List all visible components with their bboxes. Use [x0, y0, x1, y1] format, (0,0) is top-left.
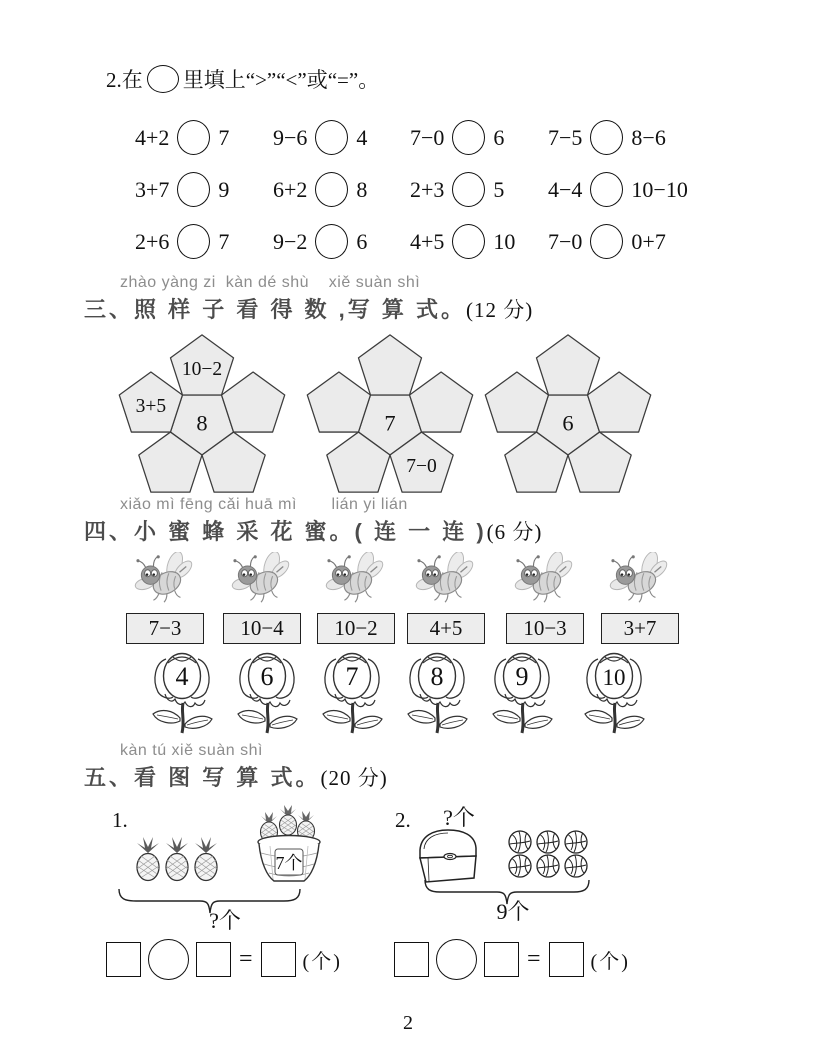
section-3-pinyin: zhào yàng zi kàn dé shù xiě suàn shì — [120, 274, 421, 291]
comparison-item — [135, 172, 229, 207]
answer-circle[interactable] — [452, 120, 485, 155]
right-expression: 10−10 — [631, 176, 688, 202]
rose-number: 8 — [430, 662, 444, 691]
rose-number: 10 — [602, 665, 626, 690]
pentagon-flower-net[interactable] — [112, 330, 292, 498]
question-2-suffix: 里填上“>”“<”或“=”。 — [182, 68, 380, 92]
equals-sign: = — [239, 945, 253, 972]
right-expression: 0+7 — [631, 228, 666, 254]
left-expression: 7−5 — [548, 124, 583, 150]
answer-box-result[interactable] — [261, 942, 296, 977]
page-number: 2 — [403, 1012, 413, 1034]
flower-cell-value: 10−2 — [181, 358, 223, 380]
bee-item[interactable] — [217, 552, 307, 644]
answer-box-operand2[interactable] — [196, 942, 231, 977]
treasure-chest-icon — [415, 826, 481, 884]
pineapple-icon — [191, 836, 221, 884]
rose-item[interactable] — [230, 646, 304, 743]
question-2-prefix: 2.在 — [106, 68, 143, 92]
left-expression: 4+5 — [410, 228, 445, 254]
left-expression: 3+7 — [135, 176, 170, 202]
item-1-number: 1. — [112, 808, 128, 832]
figure-1-pineapples — [110, 804, 350, 944]
rose-number: 9 — [515, 662, 529, 691]
basketball-icon — [508, 854, 532, 878]
basketball-icon — [508, 830, 532, 854]
left-expression: 6+2 — [273, 176, 308, 202]
equals-sign: = — [527, 945, 541, 972]
answer-circle[interactable] — [590, 224, 623, 259]
comparison-item — [135, 120, 229, 155]
rose-item[interactable] — [315, 646, 389, 743]
answer-box-result[interactable] — [549, 942, 584, 977]
rose-flower[interactable] — [230, 646, 304, 738]
item-1-total-label: ?个 — [209, 908, 241, 933]
pineapple-icon — [133, 836, 163, 884]
flower-cell-value: 8 — [196, 410, 208, 436]
section-4-pinyin: xiǎo mì fēng cǎi huā mì lián yi lián — [120, 496, 408, 513]
left-expression: 7−0 — [548, 228, 583, 254]
comparison-item — [410, 120, 504, 155]
right-expression: 8−6 — [631, 124, 666, 150]
answer-equation-1 — [106, 936, 342, 982]
pentagon-flower-net[interactable] — [478, 330, 658, 498]
rose-flower[interactable] — [485, 646, 559, 738]
bee-icon — [606, 552, 674, 608]
comparison-item — [273, 120, 367, 155]
right-expression: 6 — [356, 228, 368, 254]
section-3-title: 三、照 样 子 看 得 数 ,写 算 式。 — [84, 297, 467, 322]
section-3-header — [84, 274, 533, 324]
rose-item[interactable] — [400, 646, 474, 743]
bee-icon — [511, 552, 579, 608]
answer-circle[interactable] — [147, 65, 179, 93]
left-expression: 7−0 — [410, 124, 445, 150]
bee-icon — [131, 552, 199, 608]
section-5-header — [84, 742, 388, 792]
bee-icon — [412, 552, 480, 608]
basket-count-label: 7个 — [275, 853, 303, 873]
item-2-unknown-label: ?个 — [443, 805, 475, 830]
answer-circle[interactable] — [315, 172, 348, 207]
bee-expression-box[interactable]: 10−4 — [223, 613, 301, 644]
flower-cell-value: 7−0 — [406, 456, 437, 478]
answer-circle[interactable] — [452, 172, 485, 207]
rose-flower[interactable] — [145, 646, 219, 738]
item-2-number: 2. — [395, 808, 411, 832]
right-expression: 7 — [218, 228, 230, 254]
comparison-item — [410, 224, 515, 259]
answer-circle[interactable] — [177, 224, 210, 259]
comparison-item — [273, 172, 367, 207]
right-expression: 5 — [493, 176, 505, 202]
section-5-pinyin: kàn tú xiě suàn shì — [120, 742, 263, 759]
comparison-item — [548, 172, 688, 207]
bee-item[interactable] — [401, 552, 491, 644]
item-2-total-label: 9个 — [496, 899, 530, 924]
right-expression: 6 — [493, 124, 505, 150]
answer-unit: (个) — [590, 950, 630, 973]
flower-nets-row — [0, 330, 816, 504]
comparison-item — [410, 172, 504, 207]
bees-row — [0, 552, 816, 644]
comparison-item — [273, 224, 367, 259]
roses-row — [0, 646, 816, 742]
basket-of-pineapples — [256, 804, 322, 888]
flower-cell-value: 6 — [562, 410, 574, 436]
answer-circle[interactable] — [452, 224, 485, 259]
answer-operator-circle[interactable] — [148, 939, 189, 980]
bee-expression-box[interactable]: 10−3 — [506, 613, 584, 644]
flower-cell-value: 3+5 — [135, 396, 167, 418]
section-5-title: 五、看 图 写 算 式。 — [84, 765, 321, 790]
bee-expression-box[interactable]: 3+7 — [601, 613, 679, 644]
rose-flower[interactable] — [400, 646, 474, 738]
section-5-score: (20 分) — [320, 766, 388, 790]
comparison-item — [135, 224, 229, 259]
answer-circle[interactable] — [177, 172, 210, 207]
comparison-item — [548, 224, 666, 259]
answer-circle[interactable] — [590, 172, 623, 207]
right-expression: 7 — [218, 124, 230, 150]
rose-flower[interactable] — [315, 646, 389, 738]
comparison-item — [548, 120, 666, 155]
rose-item[interactable] — [485, 646, 559, 743]
question-2-prompt — [106, 64, 379, 94]
answer-circle[interactable] — [315, 224, 348, 259]
answer-circle[interactable] — [590, 120, 623, 155]
bee-expression-box[interactable]: 4+5 — [407, 613, 485, 644]
bee-item[interactable] — [595, 552, 685, 644]
rose-number: 6 — [260, 662, 274, 691]
rose-item[interactable] — [145, 646, 219, 743]
rose-number: 7 — [345, 662, 359, 691]
section-4-title: 四、小 蜜 蜂 采 花 蜜。( 连 一 连 ) — [84, 519, 487, 544]
bee-item[interactable] — [120, 552, 210, 644]
section-4-header — [84, 496, 542, 546]
bee-icon — [322, 552, 390, 608]
pentagon-flower-net[interactable] — [300, 330, 480, 498]
basketball-icon — [536, 854, 560, 878]
basketball-icon — [564, 830, 588, 854]
answer-equation-2 — [394, 936, 630, 982]
rose-number: 4 — [175, 662, 189, 691]
answer-box-operand1[interactable] — [106, 942, 141, 977]
bee-item[interactable] — [311, 552, 401, 644]
left-expression: 2+6 — [135, 228, 170, 254]
left-expression: 9−2 — [273, 228, 308, 254]
bee-expression-box[interactable]: 10−2 — [317, 613, 395, 644]
right-expression: 8 — [356, 176, 368, 202]
basketball-icon — [536, 830, 560, 854]
rose-flower[interactable] — [577, 646, 651, 738]
section-4-score: (6 分) — [486, 520, 543, 544]
left-expression: 9−6 — [273, 124, 308, 150]
bee-icon — [228, 552, 296, 608]
flower-cell-value: 7 — [384, 410, 396, 436]
answer-equations — [0, 936, 816, 986]
rose-item[interactable] — [577, 646, 651, 743]
right-expression: 9 — [218, 176, 230, 202]
answer-box-operand2[interactable] — [484, 942, 519, 977]
figure-2-chest-balls — [393, 800, 633, 940]
answer-circle[interactable] — [315, 120, 348, 155]
section-3-score: (12 分) — [466, 298, 534, 322]
answer-circle[interactable] — [177, 120, 210, 155]
answer-box-operand1[interactable] — [394, 942, 429, 977]
bee-item[interactable] — [500, 552, 590, 644]
answer-unit: (个) — [302, 950, 342, 973]
basketball-icon — [564, 854, 588, 878]
left-expression: 4−4 — [548, 176, 583, 202]
left-expression: 4+2 — [135, 124, 170, 150]
right-expression: 10 — [493, 228, 516, 254]
left-expression: 2+3 — [410, 176, 445, 202]
right-expression: 4 — [356, 124, 368, 150]
pineapple-icon — [162, 836, 192, 884]
answer-operator-circle[interactable] — [436, 939, 477, 980]
bee-expression-box[interactable]: 7−3 — [126, 613, 204, 644]
